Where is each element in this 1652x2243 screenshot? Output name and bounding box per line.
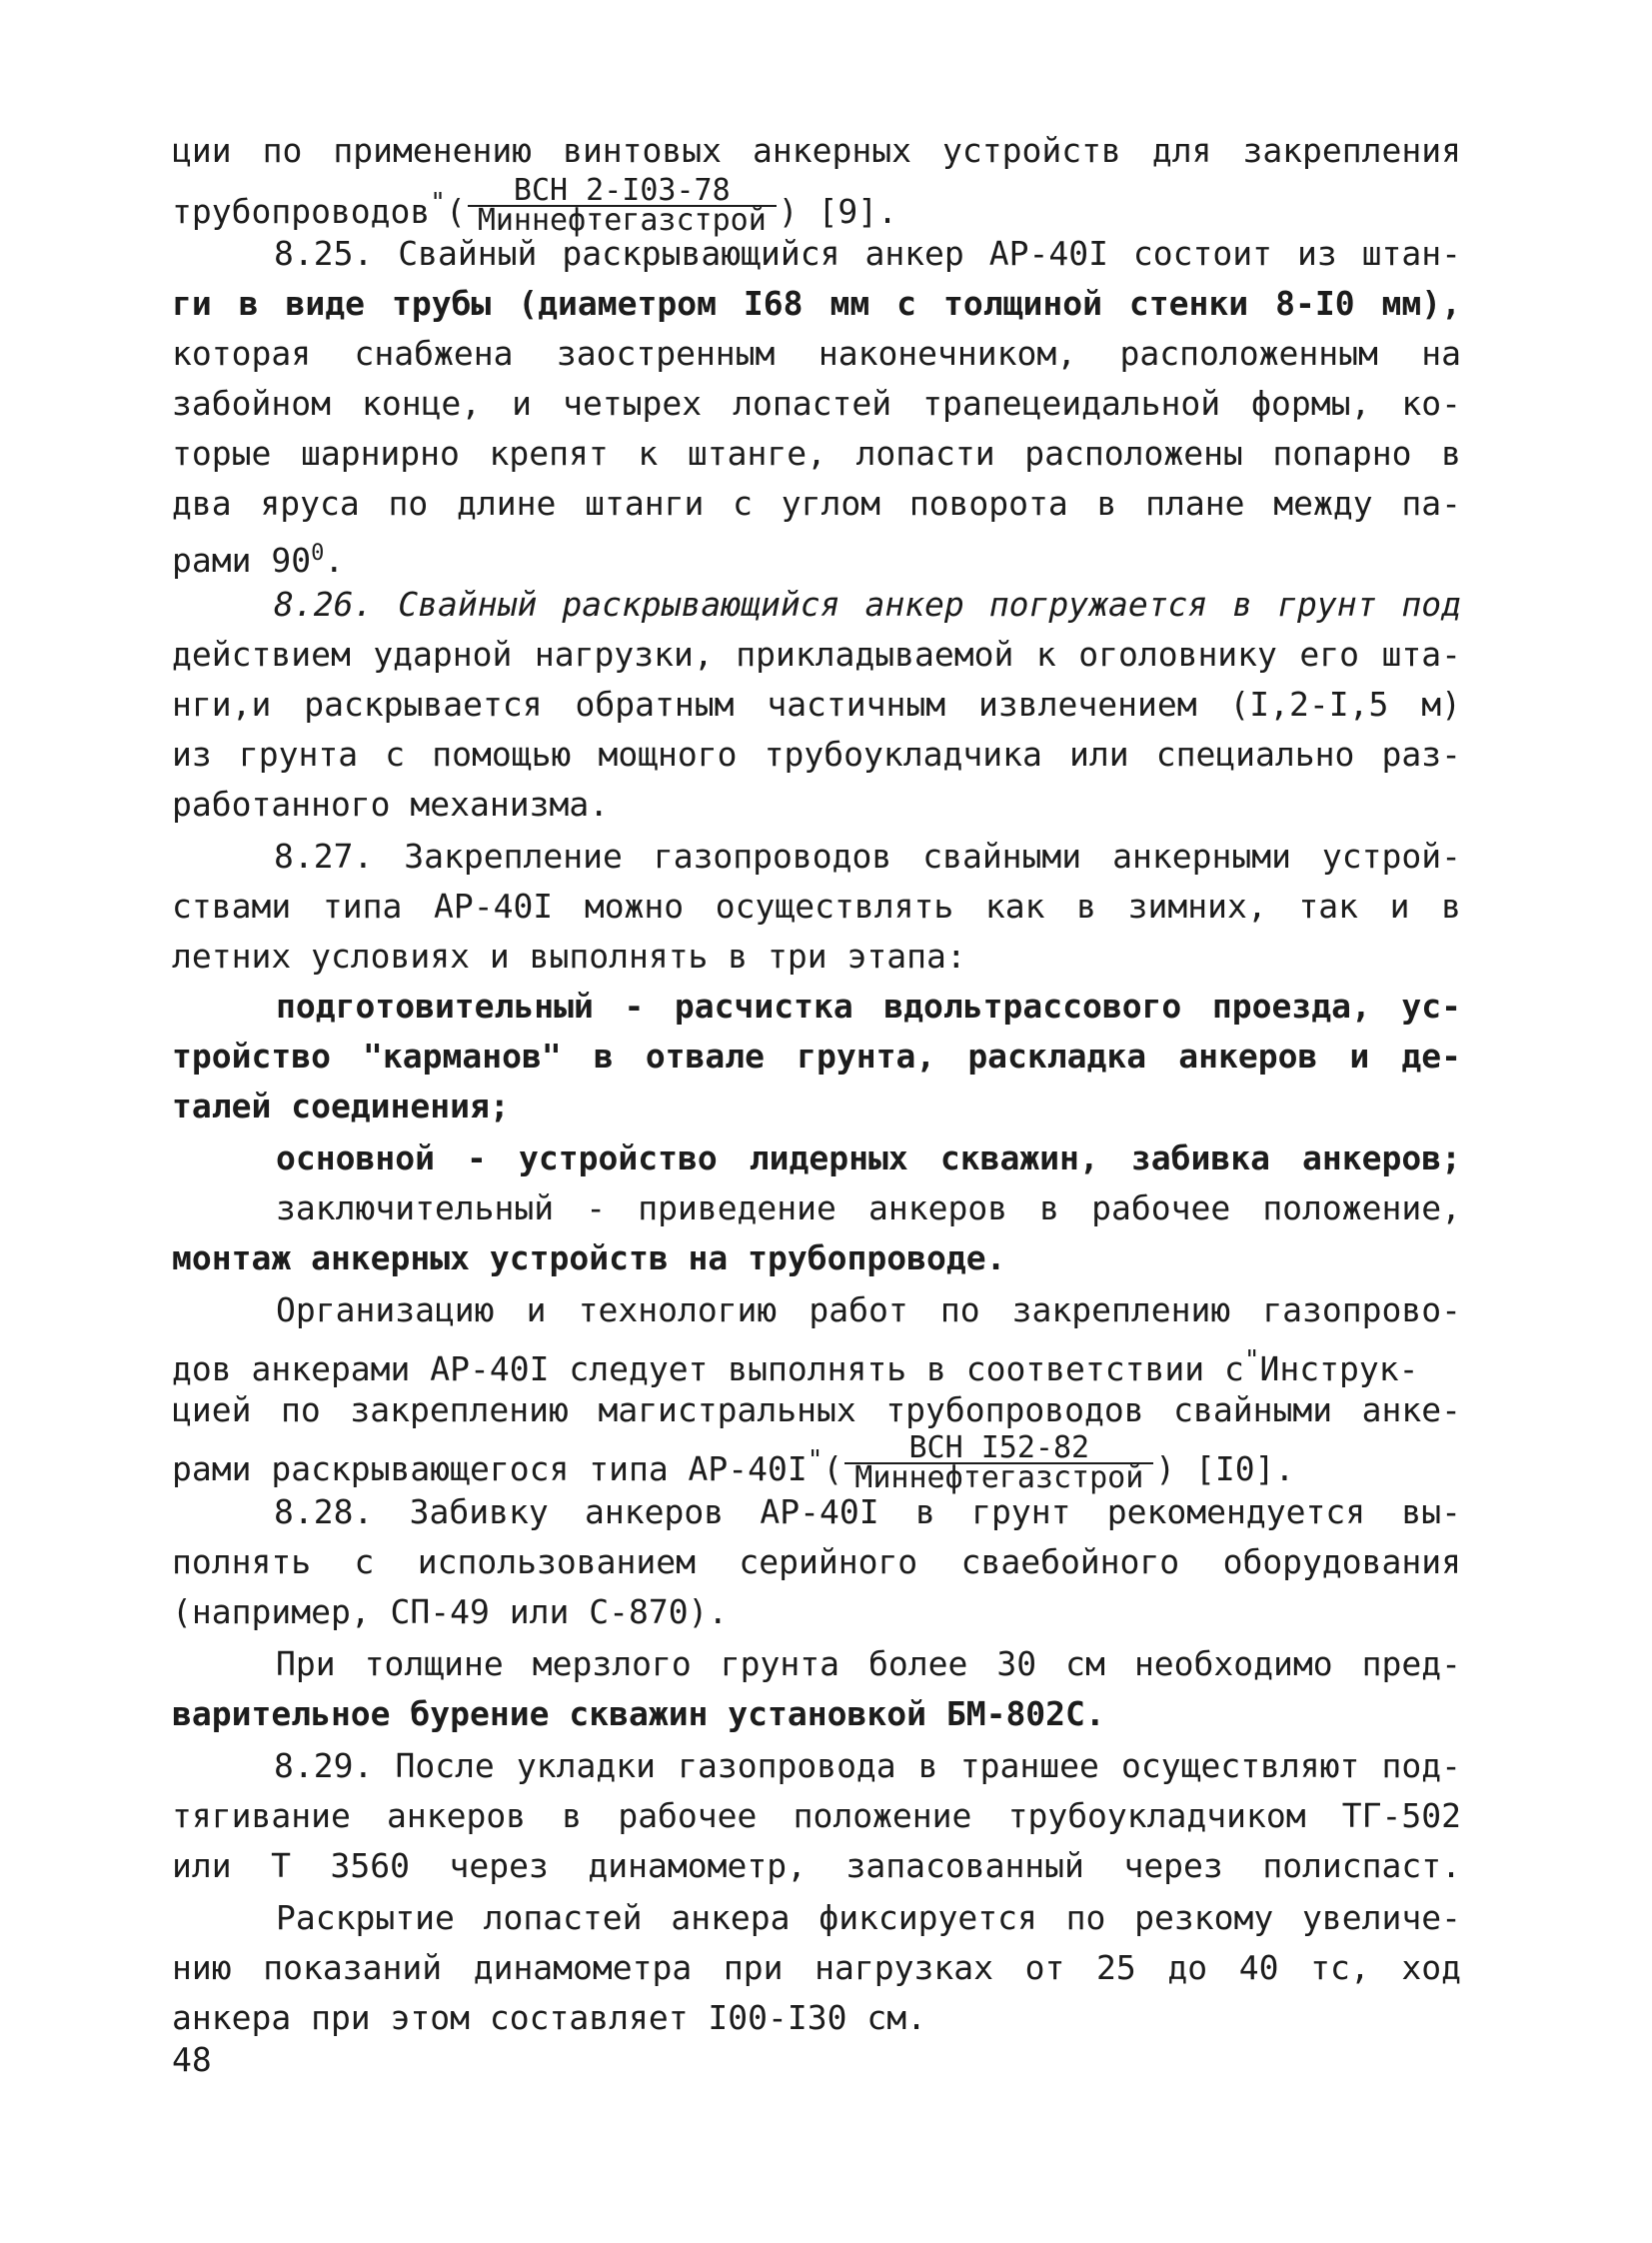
fraction-denominator: Миннефтегазстрой [468,205,777,235]
text-fragment: дов анкерами АР-40I следует выполнять в соответствии с [172,1349,1244,1388]
regulation-fraction [468,172,777,238]
text-line: торые шарнирно крепят к штанге, лопасти расположены попарно в [172,434,1461,473]
text-line-reference [172,1429,1461,1495]
paren-open: ( [445,192,466,231]
text-line: монтаж анкерных устройств на трубопроводе. [172,1238,1006,1277]
text-line: два яруса по длине штанги с углом поворота в плане между па- [172,484,1461,523]
fraction-numerator: ВСН 2-I03-78 [513,172,731,208]
paren-open: ( [823,1449,843,1488]
text-line: При толщине мерзлого грунта более 30 см необходимо пред- [276,1644,1461,1683]
text-line: ги в виде трубы (диаметром I68 мм с толщиной стенки 8-I0 мм), [172,284,1461,323]
text-fragment: рами 90 [172,541,312,580]
text-line: работанного механизма. [172,785,610,824]
fraction-numerator: ВСН I52-82 [908,1429,1090,1465]
text-line: варительное бурение скважин установкой БМ-802С. [172,1694,1105,1733]
text-line: 8.28. Забивку анкеров АР-40I в грунт рекомендуется вы- [274,1492,1461,1531]
text-line: летних условиях и выполнять в три этапа: [172,937,966,976]
text-line: ствами типа АР-40I можно осуществлять как в зимних, так и в [172,887,1461,926]
text-line: забойном конце, и четырех лопастей трапецеидальной формы, ко- [172,384,1461,423]
text-line: из грунта с помощью мощного трубоукладчика или специально раз- [172,735,1461,774]
regulation-fraction [844,1429,1153,1495]
text-line: нию показаний динамометра при нагрузках от 25 до 40 тс, ход [172,1948,1461,1987]
paren-close: ) [778,192,799,231]
text-line: полнять с использованием серийного сваебойного оборудования [172,1542,1461,1581]
text-line: цией по закреплению магистральных трубопроводов свайными анке- [172,1390,1461,1429]
text-line: тройство "карманов" в отвале грунта, раскладка анкеров и де- [172,1037,1461,1076]
text-line-instruction [172,1335,1461,1388]
text-line: нги,и раскрывается обратным частичным извлечением (I,2-I,5 м) [172,685,1461,724]
text-line: или Т 3560 через динамометр, запасованный через полиспаст. [172,1846,1461,1885]
text-line: 8.25. Свайный раскрывающийся анкер АР-40I состоит из штан- [274,234,1461,273]
degree-superscript: 0 [311,541,325,566]
text-line: основной - устройство лидерных скважин, забивка анкеров; [276,1138,1461,1177]
text-fragment: трубопроводов [172,192,431,231]
text-fragment: рами раскрывающегося типа АР-40I [172,1449,808,1488]
text-line: Раскрытие лопастей анкера фиксируется по резкому увеличе- [276,1898,1461,1937]
text-line: которая снабжена заостренным наконечником, расположенным на [172,334,1461,373]
text-line: Организацию и технологию работ по закреплению газопрово- [276,1290,1461,1329]
quote-mark: " [430,188,446,218]
text-line: (например, СП-49 или С-870). [172,1592,729,1631]
paren-close: ) [1155,1449,1176,1488]
text-line: подготовительный - расчистка вдольтрассового проезда, ус- [276,987,1461,1026]
text-line: 8.27. Закрепление газопроводов свайными анкерными устрой- [274,837,1461,876]
text-line-reference [172,172,1461,238]
citation: [9]. [818,192,898,231]
text-line-degrees [172,529,1461,579]
quote-mark: " [807,1445,824,1475]
text-line: 8.29. После укладки газопровода в траншее осуществляют под- [274,1746,1461,1785]
text-line: 8.26. Свайный раскрывающийся анкер погружается в грунт под [274,585,1461,624]
text-line: талей соединения; [172,1087,510,1125]
text-line: действием ударной нагрузки, прикладываемой к оголовнику его шта- [172,635,1461,674]
text-line: заключительный - приведение анкеров в рабочее положение, [276,1188,1461,1227]
text-line: ции по применению винтовых анкерных устройств для закрепления [172,131,1461,170]
text-line: анкера при этом составляет I00-I30 см. [172,1998,926,2037]
text-fragment: Инструк- [1259,1349,1419,1388]
quote-mark: " [1243,1345,1260,1375]
fraction-denominator: Миннефтегазстрой [844,1462,1153,1492]
citation: [I0]. [1195,1449,1295,1488]
text-fragment: . [324,541,345,580]
text-line: тягивание анкеров в рабочее положение трубоукладчиком ТГ-502 [172,1796,1461,1835]
page-number: 48 [172,2040,212,2079]
